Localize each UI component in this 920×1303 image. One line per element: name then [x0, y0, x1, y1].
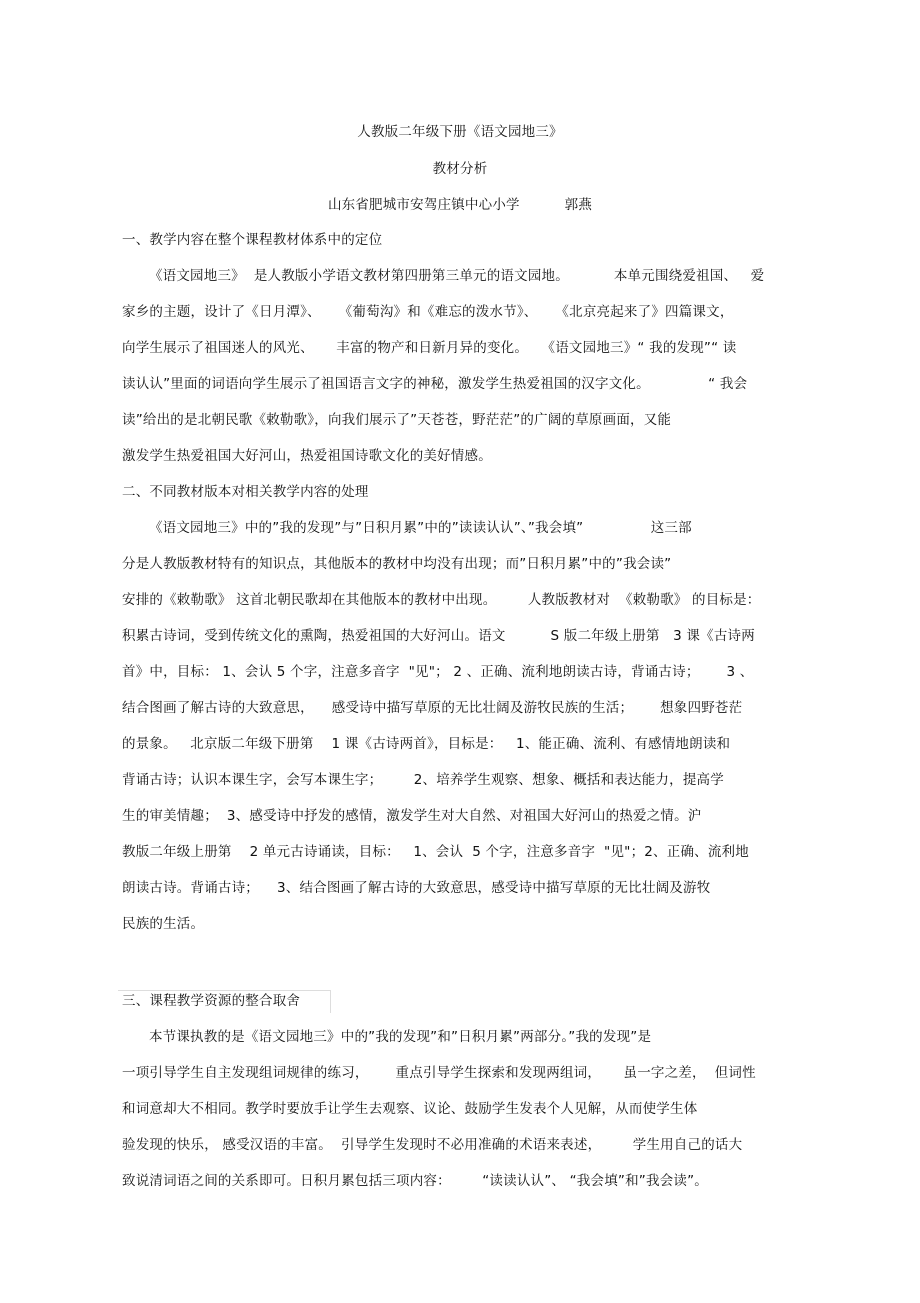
paragraph-line: 《语文园地三》 是人教版小学语文教材第四册第三单元的语文园地。 本单元围绕爱祖国、 爱: [122, 268, 765, 284]
paragraph-line: 向学生展示了祖国迷人的风光、 丰富的物产和日新月异的变化。 《语文园地三》“ 我的发现”“ 读: [122, 340, 737, 356]
paragraph-line: 本节课执教的是《语文园地三》中的”我的发现”和”日积月累”两部分。”我的发现”是: [122, 1029, 652, 1045]
paragraph-line: 的景象。 北京版二年级下册第 1 课《古诗两首》，目标是： 1、能正确、流利、有感情地朗读和: [122, 736, 731, 752]
paragraph-line: 验发现的快乐， 感受汉语的丰富。 引导学生发现时不必用准确的术语来表述， 学生用自己的话大: [122, 1137, 743, 1153]
paragraph-line: 安排的《敕勒歌》 这首北朝民歌却在其他版本的教材中出现。 人教版教材对 《敕勒歌》 的目标是：: [122, 592, 761, 608]
paragraph-line: 激发学生热爱祖国大好河山，热爱祖国诗歌文化的美好情感。: [122, 448, 492, 464]
section-1-heading: 一、教学内容在整个课程教材体系中的定位: [122, 232, 383, 248]
paragraph-line: 生的审美情趣； 3、感受诗中抒发的感情，激发学生对大自然、对祖国大好河山的热爱之情。沪: [122, 808, 702, 824]
paragraph-line: 《语文园地三》中的”我的发现”与”日积月累”中的”读读认认”、”我会填” 这三部: [122, 520, 692, 536]
paragraph-line: 积累古诗词，受到传统文化的熏陶，热爱祖国的大好河山。语文 S 版二年级上册第 3 课《古诗两: [122, 628, 755, 644]
author-line: 山东省肥城市安驾庄镇中心小学 郭燕: [327, 197, 593, 213]
paragraph-line: 背诵古诗；认识本课生字，会写本课生字； 2、培养学生观察、想象、概括和表达能力，提高学: [122, 772, 724, 788]
paragraph-line: 致说清词语之间的关系即可。日积月累包括三项内容： “读读认认”、 “我会填”和”我会读”。: [122, 1173, 708, 1189]
paragraph-line: 结合图画了解古诗的大致意思， 感受诗中描写草原的无比壮阔及游牧民族的生活； 想象四野苍茫: [122, 700, 743, 716]
paragraph-line: 读认认”里面的词语向学生展示了祖国语言文字的神秘，激发学生热爱祖国的汉字文化。 “ 我会: [122, 376, 748, 392]
paragraph-line: 分是人教版教材特有的知识点，其他版本的教材中均没有出现；而”日积月累”中的”我会读”: [122, 556, 672, 572]
document-title: 人教版二年级下册《语文园地三》: [357, 124, 563, 140]
paragraph-line: 教版二年级上册第 2 单元古诗诵读，目标： 1、会认 5 个字，注意多音字 "见"；2、正确、流利地: [122, 844, 749, 860]
paragraph-line: 家乡的主题，设计了《日月潭》、 《葡萄沟》和《难忘的泼水节》、 《北京亮起来了》四篇课文，: [122, 304, 734, 320]
document-subtitle: 教材分析: [432, 161, 488, 177]
paragraph-line: 读”给出的是北朝民歌《敕勒歌》，向我们展示了”天苍苍，野茫茫”的广阔的草原画面，又能: [122, 412, 672, 428]
paragraph-line: 首》中，目标： 1、会认 5 个字，注意多音字 "见"； 2 、正确、流利地朗读古诗，背诵古诗； 3 、: [122, 664, 754, 680]
paragraph-line: 和词意却大不相同。教学时要放手让学生去观察、议论、鼓励学生发表个人见解，从而使学生体: [122, 1101, 698, 1117]
section-3-heading: 三、课程教学资源的整合取舍: [122, 993, 301, 1009]
paragraph-line: 民族的生活。: [122, 916, 205, 932]
paragraph-line: 朗读古诗。背诵古诗； 3、结合图画了解古诗的大致意思，感受诗中描写草原的无比壮阔及游牧: [122, 880, 711, 896]
paragraph-line: 一项引导学生自主发现组词规律的练习， 重点引导学生探索和发现两组词， 虽一字之差， 但词性: [122, 1065, 756, 1081]
section-2-heading: 二、不同教材版本对相关教学内容的处理: [122, 484, 369, 500]
